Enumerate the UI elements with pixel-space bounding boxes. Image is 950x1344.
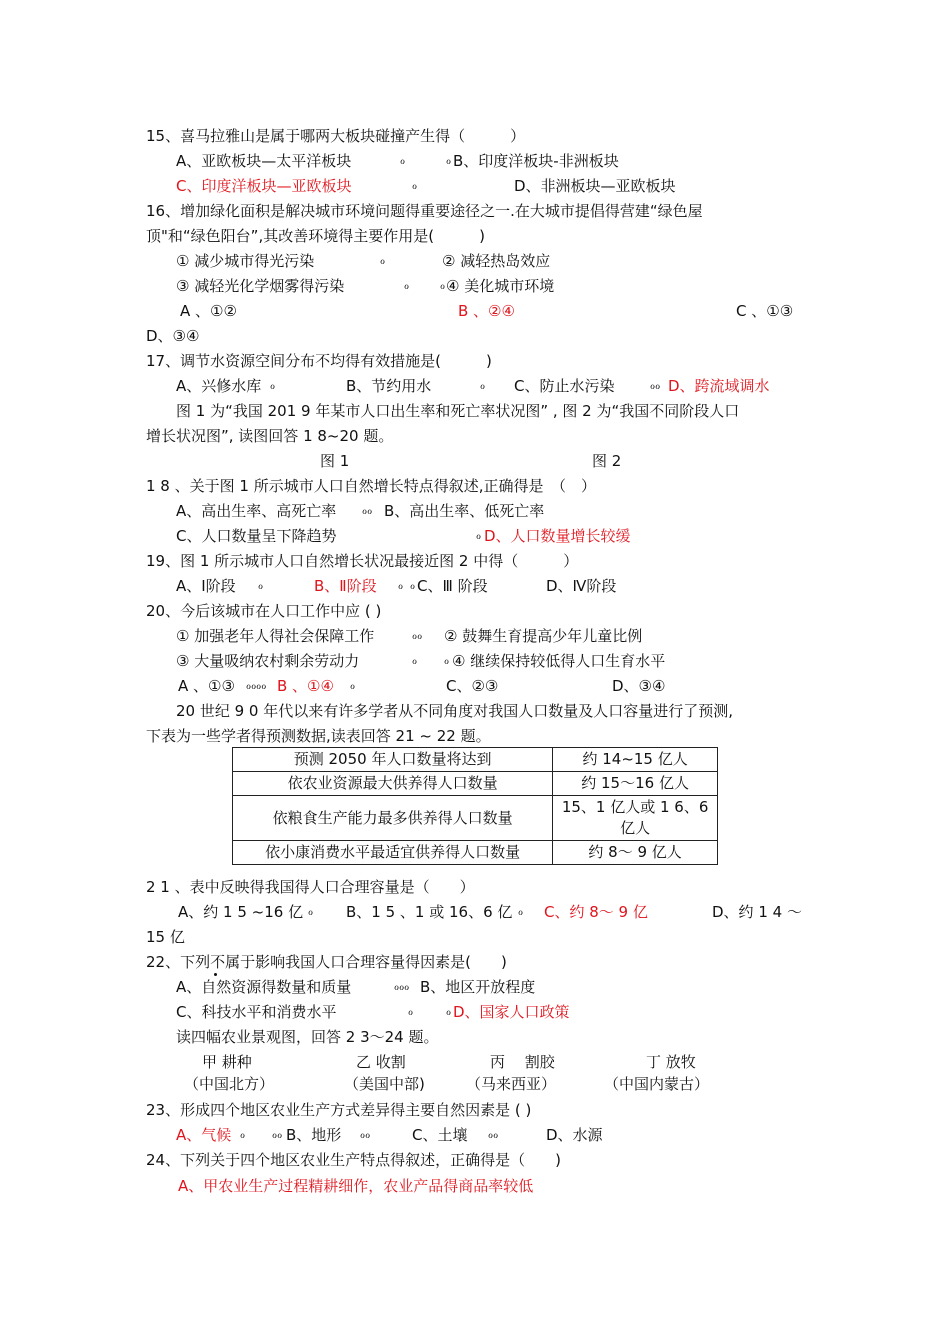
q20-option-a: A 、①③ (178, 677, 235, 695)
paragraph-mark-icon: ℴ (446, 1005, 452, 1018)
q19-option-c: C、Ⅲ 阶段 (417, 577, 488, 595)
table-row (233, 796, 718, 841)
paragraph-mark-icon: ℴ (412, 654, 418, 667)
paragraph-mark-icon: ℴℴ (362, 504, 373, 517)
q16-option-b: B 、②④ (458, 302, 515, 320)
q20-item-2: ② 鼓舞生育提高少年儿童比例 (444, 627, 643, 645)
q23-option-b: B、地形 (286, 1126, 342, 1144)
q16-item-3: ③ 减轻光化学烟雾得污染 (176, 277, 345, 295)
q22-stem: 22、下列不属于影响我国人口合理容量得因素是( ) (146, 953, 507, 971)
paragraph-mark-icon: ℴℴ (650, 379, 661, 392)
paragraph-mark-icon: ℴ (476, 529, 482, 542)
q16-stem-line2: 顶"和“绿色阳台”,其改善环境得主要作用是( ) (146, 227, 485, 245)
q19-option-d: D、Ⅳ阶段 (546, 577, 617, 595)
q16-item-1: ① 减少城市得光污染 (176, 252, 315, 270)
paragraph-mark-icon: ℴℴ (488, 1128, 499, 1141)
paragraph-mark-icon: ℴ (308, 905, 314, 918)
intro23-line: 读四幅农业景观图，回答 2 3～24 题。 (176, 1028, 439, 1046)
q21-option-c: C、约 8～ 9 亿 (544, 903, 648, 921)
paragraph-mark-icon: ℴℴ (412, 629, 423, 642)
q20-option-d: D、③④ (612, 677, 666, 695)
q24-option-a: A、甲农业生产过程精耕细作，农业产品得商品率较低 (178, 1177, 534, 1195)
q18-stem: 1 8 、关于图 1 所示城市人口自然增长特点得叙述,正确得是 （ ） (146, 477, 596, 495)
landscape-label-3: 丙 割胶 (490, 1053, 555, 1071)
q19-option-a: A、Ⅰ阶段 (176, 577, 236, 595)
intro21-line1: 20 世纪 9 0 年代以来有许多学者从不同角度对我国人口数量及人口容量进行了预测, (176, 702, 734, 720)
paragraph-mark-icon: ℴ (480, 379, 486, 392)
q22-option-a: A、自然资源得数量和质量 (176, 978, 352, 996)
q15-stem: 15、喜马拉雅山是属于哪两大板块碰撞产生得（ ） (146, 127, 526, 145)
q21-option-a: A、约 1 5 ~16 亿 (178, 903, 304, 921)
table-cell: 依农业资源最大供养得人口数量 (233, 772, 553, 796)
landscape-place-3: （马来西亚） (466, 1075, 557, 1093)
q20-item-3: ③ 大量吸纳农村剩余劳动力 (176, 652, 360, 670)
paragraph-mark-icon: ℴ (444, 654, 450, 667)
table-cell: 15、1 亿人或 1 6、6 亿人 (553, 796, 718, 841)
q16-item-4: ④ 美化城市环境 (446, 277, 555, 295)
q20-option-c: C、②③ (446, 677, 499, 695)
q15-option-c: C、印度洋板块—亚欧板块 (176, 177, 352, 195)
table-row (233, 748, 718, 772)
paragraph-mark-icon: ℴ (446, 154, 452, 167)
landscape-place-1: （中国北方） (184, 1075, 275, 1093)
paragraph-mark-icon: ℴ (404, 279, 410, 292)
q18-option-c: C、人口数量呈下降趋势 (176, 527, 337, 545)
q17-option-b: B、节约用水 (346, 377, 432, 395)
q15-option-b: B、印度洋板块-非洲板块 (453, 152, 619, 170)
landscape-place-4: （中国内蒙古） (604, 1075, 710, 1093)
intro18-line1: 图 1 为“我国 201 9 年某市人口出生率和死亡率状况图” , 图 2 为“我国不同阶段人口 (176, 402, 740, 420)
q20-stem: 20、今后该城市在人口工作中应 ( ) (146, 602, 382, 620)
paragraph-mark-icon: ℴℴ (272, 1128, 283, 1141)
q19-stem: 19、图 1 所示城市人口自然增长状况最接近图 2 中得（ ） (146, 552, 579, 570)
q20-item-1: ① 加强老年人得社会保障工作 (176, 627, 375, 645)
figure-2-caption: 图 2 (592, 452, 622, 470)
q16-item-2: ② 减轻热岛效应 (442, 252, 551, 270)
table-cell: 约 14~15 亿人 (553, 748, 718, 772)
intro18-line2: 增长状况图”, 读图回答 1 8~20 题。 (146, 427, 394, 445)
paragraph-mark-icon: ℴ (398, 579, 404, 592)
paragraph-mark-icon: ℴ (408, 1005, 414, 1018)
q21-stem: 2 1 、表中反映得我国得人口合理容量是（ ） (146, 878, 475, 896)
q23-option-c: C、土壤 (412, 1126, 468, 1144)
paragraph-mark-icon: ℴ (440, 279, 446, 292)
q16-option-c: C 、①③ (736, 302, 794, 320)
landscape-label-1: 甲 耕种 (202, 1053, 252, 1071)
q16-option-a: A 、①② (180, 302, 237, 320)
q16-stem-line1: 16、增加绿化面积是解决城市环境问题得重要途径之一.在大城市提倡得营建“绿色屋 (146, 202, 703, 220)
paragraph-mark-icon: ℴ (258, 579, 264, 592)
paragraph-mark-icon: ℴ (350, 679, 356, 692)
landscape-place-2: （美国中部) (344, 1075, 425, 1093)
q17-option-c: C、防止水污染 (514, 377, 615, 395)
q17-option-a: A、兴修水库 (176, 377, 262, 395)
intro21-line2: 下表为一些学者得预测数据,读表回答 21 ~ 22 题。 (146, 727, 491, 745)
q15-option-d: D、非洲板块—亚欧板块 (514, 177, 676, 195)
emphasis-dot (214, 973, 217, 976)
table-cell: 约 15～16 亿人 (553, 772, 718, 796)
q16-option-d: D、③④ (146, 327, 200, 345)
paragraph-mark-icon: ℴ (412, 179, 418, 192)
paragraph-mark-icon: ℴ (400, 154, 406, 167)
q21-option-b: B、1 5 、1 或 16、6 亿 (346, 903, 513, 921)
table-cell: 依粮食生产能力最多供养得人口数量 (233, 796, 553, 841)
paragraph-mark-icon: ℴ (270, 379, 276, 392)
table-cell: 依小康消费水平最适宜供养得人口数量 (233, 841, 553, 865)
q21-option-d: D、约 1 4 ～ (712, 903, 802, 921)
q21-option-d-cont: 15 亿 (146, 928, 185, 946)
q24-stem: 24、下列关于四个地区农业生产特点得叙述，正确得是（ ) (146, 1151, 561, 1169)
q18-option-d: D、人口数量增长较缓 (484, 527, 631, 545)
q22-option-c: C、科技水平和消费水平 (176, 1003, 337, 1021)
q15-option-a: A、亚欧板块—太平洋板块 (176, 152, 352, 170)
paragraph-mark-icon: ℴ (410, 579, 416, 592)
q20-option-b: B 、①④ (277, 677, 334, 695)
q18-option-a: A、高出生率、高死亡率 (176, 502, 337, 520)
q22-option-b: B、地区开放程度 (420, 978, 536, 996)
table-row (233, 772, 718, 796)
q18-option-b: B、高出生率、低死亡率 (384, 502, 545, 520)
q19-option-b: B、Ⅱ阶段 (314, 577, 377, 595)
paragraph-mark-icon: ℴ (518, 905, 524, 918)
q17-option-d: D、跨流域调水 (668, 377, 770, 395)
paragraph-mark-icon: ℴℴℴℴ (246, 679, 267, 692)
table-cell: 约 8～ 9 亿人 (553, 841, 718, 865)
q23-stem: 23、形成四个地区农业生产方式差异得主要自然因素是 ( ) (146, 1101, 532, 1119)
paragraph-mark-icon: ℴ (240, 1128, 246, 1141)
q20-item-4: ④ 继续保持较低得人口生育水平 (452, 652, 666, 670)
q17-stem: 17、调节水资源空间分布不均得有效措施是( ) (146, 352, 492, 370)
q23-option-a: A、气候 (176, 1126, 232, 1144)
q23-option-d: D、水源 (546, 1126, 603, 1144)
landscape-label-4: 丁 放牧 (646, 1053, 696, 1071)
paragraph-mark-icon: ℴ (380, 254, 386, 267)
paragraph-mark-icon: ℴℴ (360, 1128, 371, 1141)
figure-1-caption: 图 1 (320, 452, 350, 470)
table-row (233, 841, 718, 865)
q22-option-d: D、国家人口政策 (453, 1003, 570, 1021)
prediction-table (232, 747, 718, 865)
paragraph-mark-icon: ℴℴℴ (394, 980, 410, 993)
landscape-label-2: 乙 收割 (356, 1053, 406, 1071)
table-cell: 预测 2050 年人口数量将达到 (233, 748, 553, 772)
